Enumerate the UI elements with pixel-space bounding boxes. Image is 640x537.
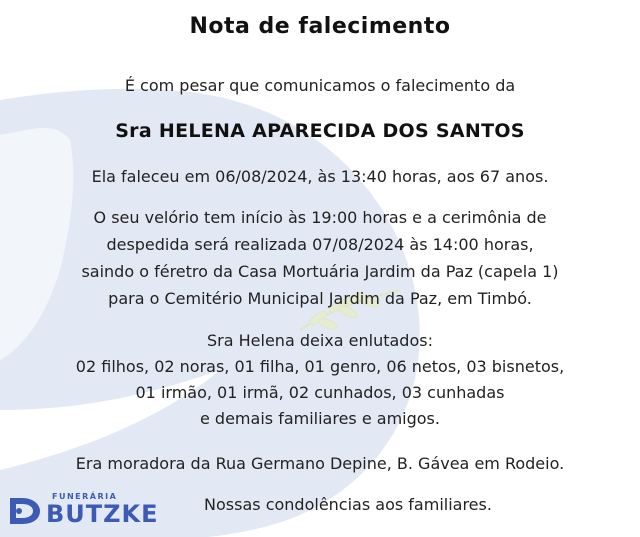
deceased-name: Sra HELENA APARECIDA DOS SANTOS <box>115 120 525 142</box>
logo-small-text: FUNERÁRIA <box>52 492 118 501</box>
survivors-heading: Sra Helena deixa enlutados: <box>207 331 433 350</box>
intro-text: É com pesar que comunicamos o falecimento da <box>124 76 516 95</box>
wake-line-3: saindo o féretro da Casa Mortuária Jardim da Paz (capela 1) <box>81 262 559 281</box>
logo-brand-text: BUTZKE <box>46 500 159 528</box>
condolences-text: Nossas condolências aos familiares. <box>204 495 492 514</box>
residence-text: Era moradora da Rua Germano Depine, B. Gávea em Rodeio. <box>75 454 565 473</box>
funeraria-butzke-logo <box>8 492 158 530</box>
survivors-line-3: e demais familiares e amigos. <box>200 409 440 428</box>
wake-line-4: para o Cemitério Municipal Jardim da Paz, em Timbó. <box>108 289 532 308</box>
notice-title: Nota de falecimento <box>189 14 451 39</box>
survivors-line-2: 01 irmão, 01 irmã, 02 cunhados, 03 cunhadas <box>135 383 505 402</box>
butzke-d-logo-icon <box>8 496 42 526</box>
wake-line-2: despedida será realizada 07/08/2024 às 14:00 horas, <box>106 235 534 254</box>
death-details: Ela faleceu em 06/08/2024, às 13:40 horas, aos 67 anos. <box>91 167 549 186</box>
wake-line-1: O seu velório tem início às 19:00 horas e a cerimônia de <box>93 208 547 227</box>
survivors-line-1: 02 filhos, 02 noras, 01 filha, 01 genro, 06 netos, 03 bisnetos, <box>75 357 565 376</box>
